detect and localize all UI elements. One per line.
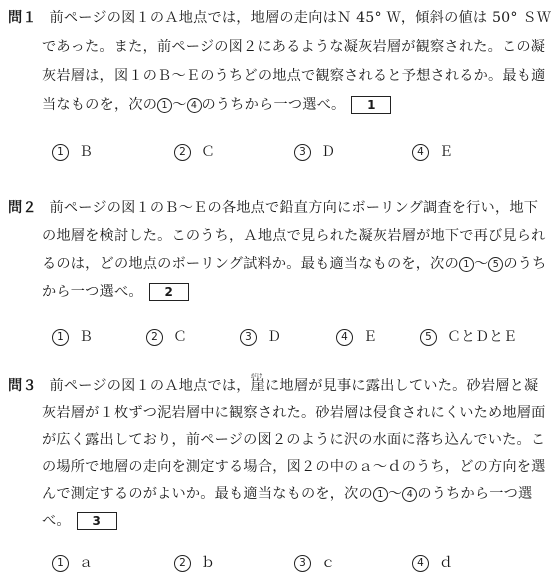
choice-2[interactable]: [174, 141, 215, 161]
choice-1[interactable]: [52, 141, 93, 161]
question-3-line-6: [42, 511, 117, 531]
choice-number: 5: [420, 329, 437, 346]
question-3-line-2: [42, 403, 546, 423]
question-1-line-2: [42, 37, 545, 57]
question-3-line-1: [8, 373, 539, 396]
choice-number: 2: [146, 329, 163, 346]
question-2-line-3: [42, 254, 547, 274]
ruby-base: 崖: [250, 378, 266, 394]
question-1-choices: [8, 141, 514, 161]
choice-number: 2: [174, 555, 191, 572]
choice-number: 1: [52, 144, 69, 161]
question-1-text-3: 灰岩層は，図１のＢ～Ｅのうちどの地点で観察されると予想されるか。最も適: [42, 68, 546, 84]
question-3-line-5: [42, 484, 532, 504]
choice-3[interactable]: [240, 326, 281, 346]
ruby-reading: がけ: [250, 373, 263, 380]
choice-number: 4: [336, 329, 353, 346]
choice-1[interactable]: [52, 552, 93, 572]
choice-number: 4: [412, 555, 429, 572]
question-3-text-3: が広く露出しており，前ページの図２のように沢の水面に落ち込んでいた。こ: [42, 432, 546, 448]
answer-box-2[interactable]: 2: [149, 283, 189, 301]
question-1-text-4a: 当なものを，次の: [42, 97, 158, 113]
question-3-text-2: 灰岩層が１枚ずつ泥岩層中に観察された。砂岩層は侵食されにくいため地層面: [42, 405, 546, 421]
question-2-text-1: 前ページの図１のＢ～Ｅの各地点で鉛直方向にボーリング調査を行い，地下: [49, 200, 539, 216]
choice-number: 4: [412, 144, 429, 161]
choice-number: 3: [294, 144, 311, 161]
question-3-line-3: [42, 430, 545, 450]
question-3-text-1a: 前ページの図１のＡ地点では，: [49, 378, 251, 394]
question-1-line-3: [42, 66, 546, 86]
choice-4[interactable]: [336, 326, 377, 346]
choice-3[interactable]: [294, 141, 335, 161]
question-3-text-6: べ。: [42, 513, 71, 529]
question-2-text-3b: のうち: [503, 256, 547, 272]
question-2-text-3a: るのは，どの地点のボーリング試料か。最も適当なものを，次の: [42, 256, 459, 272]
question-3-text-1b: に地層が見事に露出していた。砂岩層と凝: [265, 378, 539, 394]
choice-2[interactable]: [146, 326, 187, 346]
choice-3[interactable]: [294, 552, 335, 572]
choice-number: 3: [240, 329, 257, 346]
question-2-line-4: [42, 282, 189, 302]
answer-box-1[interactable]: 1: [351, 96, 391, 114]
question-1-text-2: であった。また，前ページの図２にあるような凝灰岩層が観察された。この凝: [42, 39, 546, 55]
circled-number-1: 1: [459, 257, 474, 272]
choice-text: Ｅ: [439, 144, 453, 160]
circled-number-1: 1: [157, 98, 172, 113]
question-1-line-1: [8, 8, 551, 28]
choice-4[interactable]: [412, 141, 453, 161]
choice-5[interactable]: [420, 326, 517, 346]
question-3-choices: [8, 552, 514, 572]
question-2-text-4: から一つ選べ。: [42, 284, 143, 300]
choice-text: ｄ: [439, 555, 453, 571]
choice-text: Ｄ: [321, 144, 335, 160]
question-2-text-2: の地層を検討した。このうち，Ａ地点で見られた凝灰岩層が地下で再び見られ: [42, 228, 546, 244]
question-2-line-2: [42, 226, 546, 246]
question-3-label: 問３: [8, 378, 37, 394]
choice-text: Ｂ: [79, 144, 93, 160]
range-tilde: ～: [172, 97, 187, 113]
choice-number: 3: [294, 555, 311, 572]
answer-box-3[interactable]: 3: [77, 512, 117, 530]
choice-text: ｂ: [201, 555, 215, 571]
choice-text: Ｃ: [173, 329, 187, 345]
question-2-line-1: [8, 198, 538, 218]
question-3-text-4: の場所で地層の走向を測定する場合，図２の中のａ～ｄのうち，どの方向を選: [42, 459, 546, 475]
choice-number: 2: [174, 144, 191, 161]
question-2-choices: [8, 326, 517, 346]
question-1-label: 問１: [8, 10, 37, 26]
choice-1[interactable]: [52, 326, 93, 346]
question-3-text-5b: のうちから一つ選: [417, 486, 533, 502]
range-tilde: ～: [473, 256, 489, 272]
circled-number-5: 5: [488, 257, 503, 272]
choice-2[interactable]: [174, 552, 215, 572]
question-3-text-5a: んで測定するのがよいか。最も適当なものを，次の: [42, 486, 373, 502]
choice-text: Ｂ: [79, 329, 93, 345]
question-1-line-4: [42, 95, 391, 115]
choice-text: ｃ: [321, 555, 335, 571]
choice-text: ａ: [79, 555, 93, 571]
circled-number-4: 4: [402, 487, 417, 502]
question-1-text-4b: のうちから一つ選べ。: [201, 97, 346, 113]
circled-number-4: 4: [187, 98, 202, 113]
choice-text: Ｄ: [267, 329, 281, 345]
choice-number: 1: [52, 555, 69, 572]
choice-text: ＣとＤとＥ: [447, 329, 517, 345]
question-2-label: 問２: [8, 200, 37, 216]
question-1-text-1: 前ページの図１のＡ地点では，地層の走向はＮ 45° Ｗ，傾斜の値は 50° ＳＷ: [49, 10, 551, 26]
range-tilde: ～: [387, 486, 403, 502]
question-3-line-4: [42, 457, 546, 477]
ruby-word: [250, 373, 266, 396]
choice-text: Ｃ: [201, 144, 215, 160]
choice-4[interactable]: [412, 552, 453, 572]
circled-number-1: 1: [373, 487, 388, 502]
choice-number: 1: [52, 329, 69, 346]
choice-text: Ｅ: [363, 329, 377, 345]
